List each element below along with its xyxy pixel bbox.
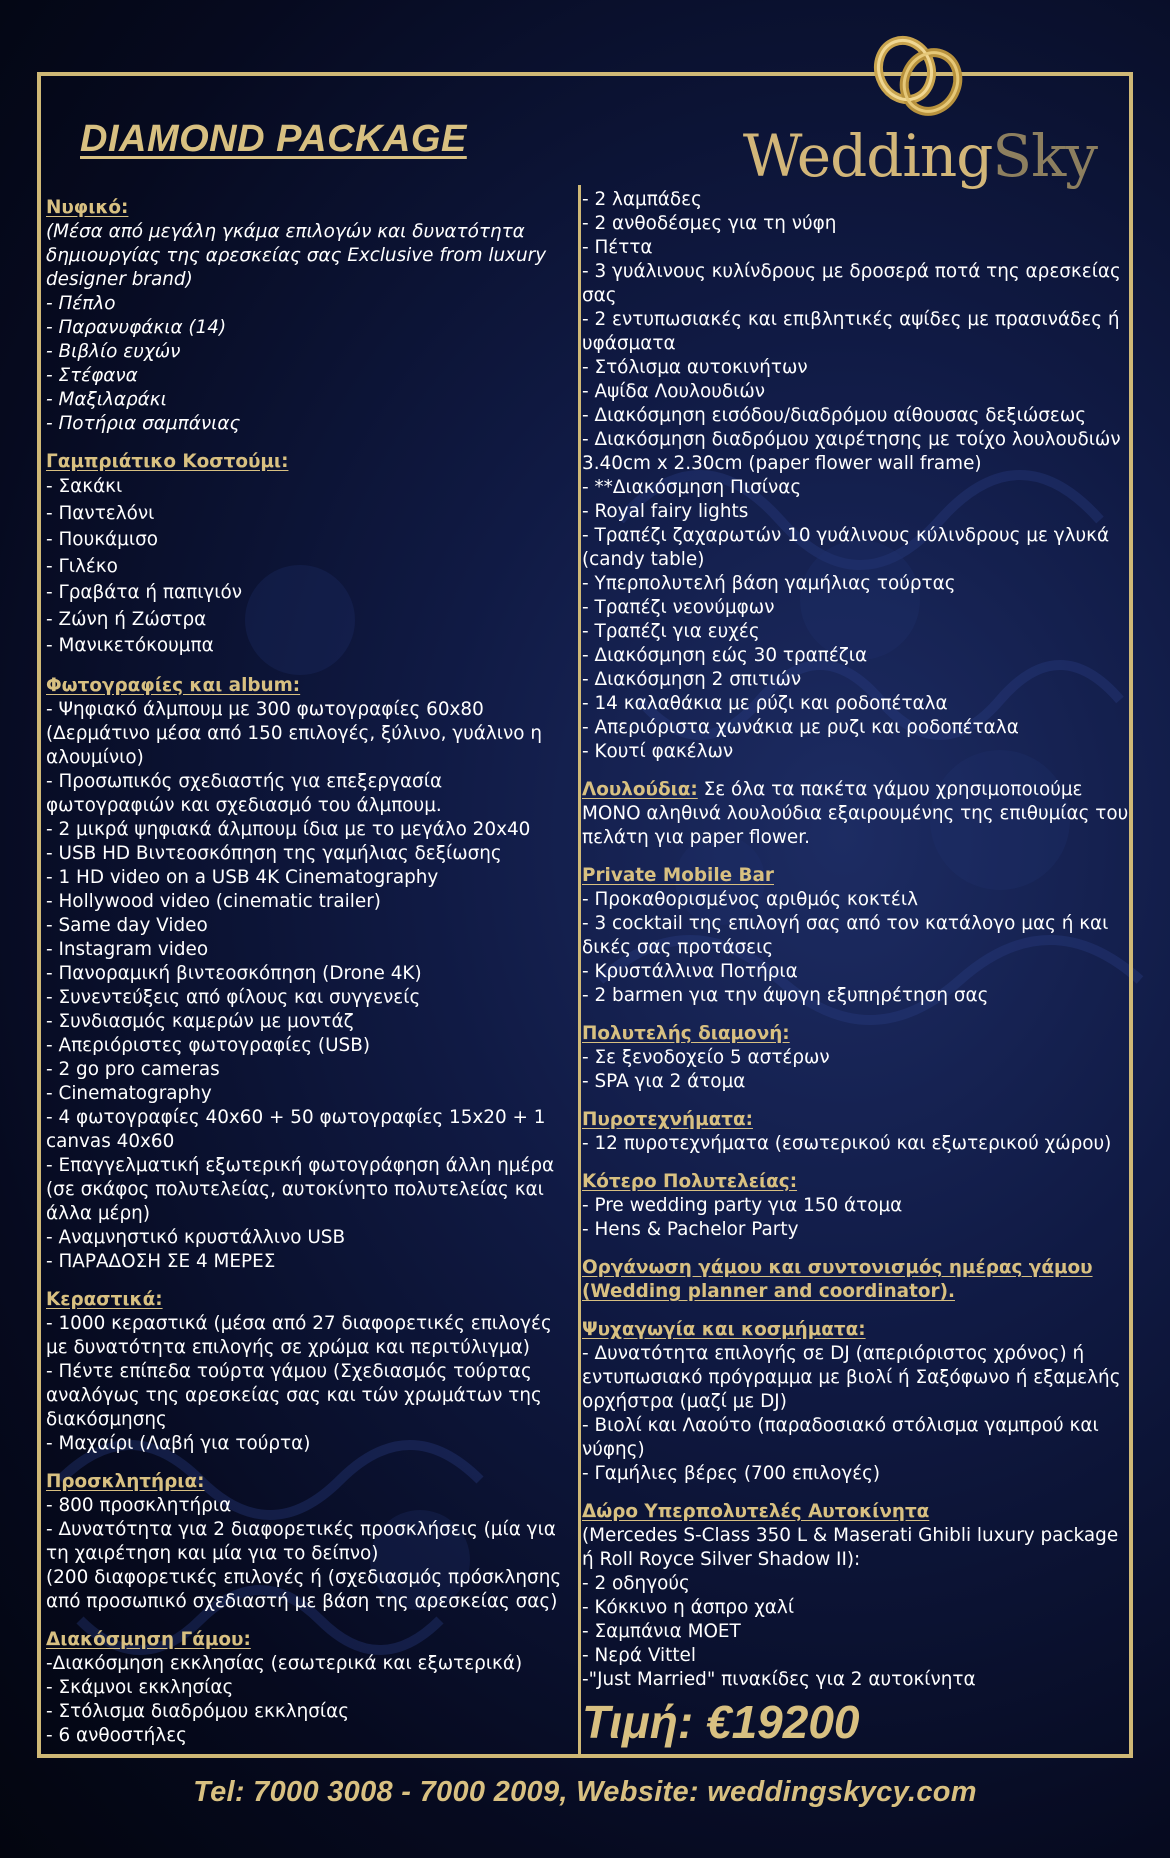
- wedding-rings-icon: [865, 30, 975, 125]
- list-item: - Μανικετόκουμπα: [46, 635, 214, 656]
- list-item: - Αναμνηστικό κρυστάλλινο USB: [46, 1226, 346, 1248]
- list-item: - Στόλισμα αυτοκινήτων: [582, 357, 808, 378]
- list-item: - 2 λαμπάδες: [582, 189, 702, 210]
- section-photos: [46, 674, 566, 1274]
- list-item: - Πανοραμική βιντεοσκόπηση (Drone 4K): [46, 962, 422, 984]
- list-item: - 2 barmen για την άψογη εξυπηρέτηση σας: [582, 985, 989, 1006]
- list-item: - Αψίδα Λουλουδιών: [582, 381, 766, 402]
- item-list: [582, 188, 1130, 764]
- list-item: - Διακόσμηση διαδρόμου χαιρέτησης με τοίχο λουλουδιών 3.40cm x 2.30cm (paper flower wall frame): [582, 429, 1121, 474]
- list-item: - Βιβλίο ευχών: [46, 341, 181, 362]
- list-item: - Προκαθορισμένος αριθμός κοκτέιλ: [582, 889, 918, 910]
- list-item: - Απεριόριστα χωνάκια με ρυζι και ροδοπέταλα: [582, 717, 1019, 738]
- item-list: [582, 1046, 1130, 1094]
- list-item: -Διακόσμηση εκκλησίας (εσωτερικά και εξωτερικά): [46, 1652, 523, 1674]
- brand-wordmark: [740, 122, 1100, 190]
- item-list: [46, 698, 566, 1274]
- section-decoration: [46, 1628, 566, 1748]
- list-item: - Δυνατότητα επιλογής σε DJ (απεριόριστος χρόνος) ή εντυπωσιακό πρόγραμμα με βιολί ή Σαξόφωνο ή εξαμελής ορχήστρα (μαζί με DJ): [582, 1343, 1121, 1412]
- list-item: - Hollywood video (cinematic trailer): [46, 890, 381, 912]
- package-price: Τιμή: €19200: [582, 1696, 860, 1748]
- list-item: - Δυνατότητα για 2 διαφορετικές προσκλήσεις (μία για τη χαιρέτηση και μία για το δείπνο): [46, 1518, 556, 1564]
- list-item: - Προσωπικός σχεδιαστής για επεξεργασία φωτογραφιών και σχεδιασμό του άλμπουμ.: [46, 770, 443, 816]
- section-title: Private Mobile Bar: [582, 865, 774, 886]
- section-note: (Μέσα από μεγάλη γκάμα επιλογών και δυνατότητα δημιουργίας της αρεσκείας σας Exclusive from luxury designer brand): [46, 221, 547, 290]
- item-list: [46, 292, 566, 436]
- section-mobile-bar: [582, 864, 1130, 1008]
- list-item: - Στέφανα: [46, 365, 138, 386]
- right-column: [582, 188, 1130, 1748]
- list-item: - Τραπέζι ζαχαρωτών 10 γυάλινους κύλινδρους με γλυκά (candy table): [582, 525, 1110, 570]
- list-item: - Same day Video: [46, 914, 208, 936]
- list-item: - Βιολί και Λαούτο (παραδοσιακό στόλισμα γαμπρού και νύφης): [582, 1415, 1099, 1460]
- section-invitations: [46, 1470, 566, 1614]
- section-flowers: [582, 778, 1130, 850]
- section-title: Δώρο Υπερπολυτελές Αυτοκίνητα: [582, 1501, 930, 1522]
- left-column: [46, 196, 566, 1762]
- section-luxury-stay: [582, 1022, 1130, 1094]
- item-list: [46, 1494, 566, 1614]
- list-item: - Υπερπολυτελή βάση γαμήλιας τούρτας: [582, 573, 956, 594]
- item-list: [582, 1342, 1130, 1486]
- section-fireworks: [582, 1108, 1130, 1156]
- section-title: Πυροτεχνήματα:: [582, 1109, 753, 1130]
- section-title: Οργάνωση γάμου και συντονισμός ημέρας γάμου (Wedding planner and coordinator).: [582, 1257, 1093, 1302]
- section-favors: [46, 1288, 566, 1456]
- list-item: - Γαμήλιες βέρες (700 επιλογές): [582, 1463, 881, 1484]
- list-item: - 2 οδηγούς: [582, 1573, 690, 1594]
- section-title: Ψυχαγωγία και κοσμήματα:: [582, 1319, 866, 1340]
- list-item: - Κόκκινο η άσπρο χαλί: [582, 1597, 795, 1618]
- section-title: Κότερο Πολυτελείας:: [582, 1171, 798, 1192]
- brand-name-second: Sky: [992, 122, 1098, 190]
- list-item: - Royal fairy lights: [582, 501, 749, 522]
- list-item: - 2 go pro cameras: [46, 1058, 220, 1080]
- list-item: - Στόλισμα διαδρόμου εκκλησίας: [46, 1700, 350, 1722]
- list-item: - 4 φωτογραφίες 40x60 + 50 φωτογραφίες 15x20 + 1 canvas 40x60: [46, 1106, 546, 1152]
- list-item: - SPA για 2 άτομα: [582, 1071, 746, 1092]
- package-title: DIAMOND PACKAGE: [80, 118, 467, 160]
- list-item: - Νερά Vittel: [582, 1645, 696, 1666]
- section-yacht: [582, 1170, 1130, 1242]
- list-item: - Σαμπάνια ΜΟΕΤ: [582, 1621, 741, 1642]
- list-item: - Γιλέκο: [46, 555, 118, 577]
- list-item: - Σακάκι: [46, 476, 123, 497]
- list-item: - 2 ανθοδέσμες για τη νύφη: [582, 213, 837, 234]
- list-item: - 2 εντυπωσιακές και επιβλητικές αψίδες με πρασινάδες ή υφάσματα: [582, 309, 1120, 354]
- section-groom: [46, 450, 566, 660]
- list-item: - 1000 κεραστικά (μέσα από 27 διαφορετικές επιλογές με δυνατότητα επιλογής σε χρώμα και περιτύλιγμα): [46, 1312, 552, 1358]
- item-list: [582, 1524, 1130, 1692]
- list-item: (200 διαφορετικές επιλογές ή (σχεδιασμός πρόσκλησης από προσωπικό σχεδιαστή με βάση της αρεσκείας σας): [46, 1566, 562, 1612]
- list-item: - Σε ξενοδοχείο 5 αστέρων: [582, 1047, 830, 1068]
- list-item: - Πέντε επίπεδα τούρτα γάμου (Σχεδιασμός τούρτας αναλόγως της αρεσκείας σας και τών χρωμάτων της διακόσμησης: [46, 1360, 542, 1430]
- section-title: Νυφικό:: [46, 197, 129, 218]
- list-item: - 1 HD video on a USB 4K Cinematography: [46, 866, 439, 888]
- section-title: Κεραστικά:: [46, 1288, 163, 1310]
- section-title: Διακόσμηση Γάμου:: [46, 1628, 251, 1650]
- list-item: - Μαξιλαράκι: [46, 389, 167, 410]
- section-wedding-planner: [582, 1256, 1130, 1304]
- list-item: - **Διακόσμηση Πισίνας: [582, 477, 802, 498]
- list-item: -"Just Married" πινακίδες για 2 αυτοκίνητα: [582, 1669, 976, 1690]
- list-item: (Mercedes S-Class 350 L & Maserati Ghibli luxury package ή Roll Royce Silver Shadow II):: [582, 1525, 1119, 1570]
- item-list: [582, 1132, 1130, 1156]
- list-item: - Διακόσμηση εισόδου/διαδρόμου αίθουσας δεξιώσεως: [582, 405, 1087, 426]
- list-item: - Κουτί φακέλων: [582, 741, 734, 762]
- list-item: - Pre wedding party για 150 άτομα: [582, 1195, 903, 1216]
- list-item: - 6 ανθοστήλες: [46, 1724, 187, 1746]
- section-bride: [46, 196, 566, 436]
- item-list: [46, 1652, 566, 1748]
- brand-name-first: Wedding: [742, 122, 993, 190]
- contact-footer: Tel: 7000 3008 - 7000 2009, Website: weddingskycy.com: [193, 1776, 977, 1808]
- section-text: Σε όλα τα πακέτα γάμου χρησιμοποιούμε ΜΟΝΟ αληθινά λουλούδια εξαιρουμένης της επιθυμίας του πελάτη για paper flower.: [582, 779, 1129, 848]
- list-item: - Πέττα: [582, 237, 653, 258]
- list-item: - Τραπέζι για ευχές: [582, 621, 760, 642]
- list-item: - Τραπέζι νεονύμφων: [582, 597, 775, 618]
- weddingsky-logo: [740, 30, 1100, 205]
- section-title: Προσκλητήρια:: [46, 1470, 205, 1492]
- list-item: - Παντελόνι: [46, 502, 155, 524]
- list-item: - Σκάμνοι εκκλησίας: [46, 1676, 234, 1698]
- section-decoration-continued: [582, 188, 1130, 764]
- list-item: - Ποτήρια σαμπάνιας: [46, 413, 241, 434]
- list-item: - Συνεντεύξεις από φίλους και συγγενείς: [46, 986, 421, 1008]
- list-item: - Μαχαίρι (Λαβή για τούρτα): [46, 1432, 311, 1454]
- list-item: - 3 γυάλινους κυλίνδρους με δροσερά ποτά της αρεσκείας σας: [582, 261, 1121, 306]
- list-item: - Επαγγελματική εξωτερική φωτογράφηση άλλη ημέρα (σε σκάφος πολυτελείας, αυτοκίνητο πολυτελείας και άλλα μέρη): [46, 1154, 555, 1224]
- section-entertainment: [582, 1318, 1130, 1486]
- list-item: - Διακόσμηση 2 σπιτιών: [582, 669, 802, 690]
- list-item: - Πουκάμισο: [46, 529, 158, 550]
- list-item: - Cinematography: [46, 1082, 212, 1104]
- item-list: [582, 888, 1130, 1008]
- section-title: Λουλούδια:: [582, 779, 698, 800]
- list-item: - Παρανυφάκια (14): [46, 317, 227, 338]
- list-item: - 3 cocktail της επιλογή σας από τον κατάλογο μας ή και δικές σας προτάσεις: [582, 913, 1109, 958]
- list-item: - 14 καλαθάκια με ρύζι και ροδοπέταλα: [582, 693, 948, 714]
- item-list: [582, 1194, 1130, 1242]
- list-item: - Απεριόριστες φωτογραφίες (USB): [46, 1034, 371, 1056]
- section-title: Φωτογραφίες και album:: [46, 674, 301, 696]
- list-item: - Γραβάτα ή παπιγιόν: [46, 582, 243, 603]
- list-item: - USB HD Βιντεοσκόπηση της γαμήλιας δεξίωσης: [46, 842, 502, 864]
- item-list: [46, 474, 566, 660]
- item-list: [46, 1312, 566, 1456]
- list-item: - ΠΑΡΑΔΟΣΗ ΣΕ 4 ΜΕΡΕΣ: [46, 1250, 276, 1272]
- section-luxury-cars: [582, 1500, 1130, 1692]
- list-item: - Hens & Pachelor Party: [582, 1219, 799, 1240]
- list-item: - Ψηφιακό άλμπουμ με 300 φωτογραφίες 60x80 (Δερμάτινο μέσα από 150 επιλογές, ξύλινο, γυάλινο η αλουμίνιο): [46, 698, 543, 768]
- list-item: - Instagram video: [46, 938, 209, 960]
- list-item: - 800 προσκλητήρια: [46, 1494, 232, 1516]
- list-item: - 2 μικρά ψηφιακά άλμπουμ ίδια με το μεγάλο 20x40: [46, 818, 531, 840]
- list-item: - Συνδιασμός καμερών με μοντάζ: [46, 1010, 354, 1032]
- list-item: - Ζώνη ή Ζώστρα: [46, 608, 207, 630]
- section-title: Πολυτελής διαμονή:: [582, 1023, 790, 1044]
- list-item: - Διακόσμηση εώς 30 τραπέζια: [582, 645, 868, 666]
- list-item: - 12 πυροτεχνήματα (εσωτερικού και εξωτερικού χώρου): [582, 1133, 1112, 1154]
- section-title: Γαμπριάτικο Κοστούμι:: [46, 451, 289, 472]
- column-divider: [578, 185, 581, 1758]
- list-item: - Κρυστάλλινα Ποτήρια: [582, 961, 798, 982]
- list-item: - Πέπλο: [46, 293, 116, 314]
